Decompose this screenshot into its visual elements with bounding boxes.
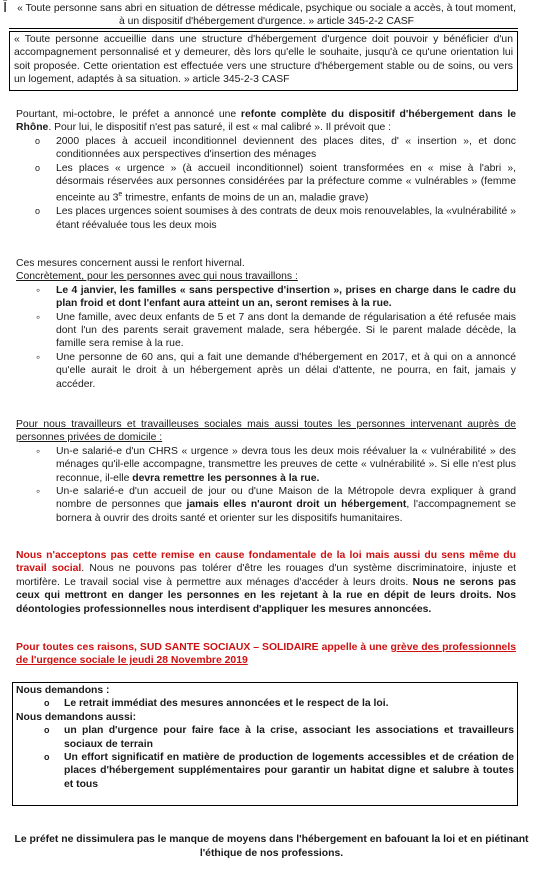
- demandes-heading-2: Nous demandons aussi:: [16, 711, 137, 723]
- list-item: ◦ Une personne de 60 ans, qui a fait une demande d'hébergement en 2017, et à qui on a annoncé qu'elle aurait le droit à un hébergement après un délai d'attente, ne pourra, en fait, jamais y accéder.: [16, 351, 516, 391]
- list-item: ◦ Une famille, avec deux enfants de 5 et 7 ans dont la demande de régularisation a été refusée mais dont l'un des parents serait gravement malade, sera hébergée. Si le parent malade décède, la famille sera remise à la rue.: [16, 311, 516, 351]
- intro-list: [16, 135, 516, 232]
- item1-text: Un-e salarié-e d'un CHRS « urgence » devra tous les deux mois réévaluer la « vulnérabilité » des ménages qu'il-elle accompagne, transmettre les preuves de cette « vulnérabilité ». Si elle n'est plus reconnue, il-elle: [56, 445, 516, 484]
- travailleurs-section: [16, 418, 516, 525]
- quote-box-345-2-3: [9, 31, 518, 91]
- list-item: [16, 485, 516, 525]
- item2-tail: , l'accompagnement se bornera à ouvrir des droits santé et orienter sur les dispositifs humanitaires.: [56, 499, 516, 524]
- conclusion-text: Le préfet ne dissimulera pas le manque de moyens dans l'hébergement en bafouant la loi et en piétinant l'éthique de nos professions.: [14, 834, 529, 859]
- list-item: o Les places urgences soient soumises à des contrats de deux mois renouvelables, la «vulnérabilité » étant réévaluée tous les deux mois: [16, 205, 516, 232]
- demandes-list-2: [16, 724, 514, 791]
- list-item: o Un effort significatif en matière de production de logements accessibles et de création de places d'hébergement supplémentaires pour garantir un habitat digne et salubre à toutes et tous: [16, 751, 514, 791]
- acceptons-red: Nous n'acceptons pas cette remise en cause fondamentale de la loi mais aussi du sens même du travail social: [16, 550, 516, 575]
- list-item: o Le retrait immédiat des mesures annoncées et le respect de la loi.: [16, 697, 514, 710]
- intro-bold: refonte complète du dispositif d'hébergement dans le Rhône: [16, 109, 517, 134]
- intro-section: [16, 108, 516, 232]
- acceptons-bold: Nous ne serons pas ceux qui mettront en danger les personnes en les rejetant à la rue en dépit de leurs droits. Nos déontologies professionnelles nous interdisent d'appliquer les mesures annoncées.: [16, 576, 516, 615]
- intro-suffix: . Pour lui, le dispositif n'est pas saturé, il est « mal calibré ». Il prévoit que :: [48, 122, 392, 134]
- travailleurs-heading: Pour nous travailleurs et travailleuses sociales mais aussi toutes les personnes intervenant auprès de personnes privées de domicile :: [16, 419, 516, 444]
- appel-greve-link: grève des professionnels de l'urgence sociale le jeudi 28 Novembre 2019: [16, 642, 517, 667]
- demandes-list-1: [16, 697, 514, 710]
- travailleurs-list: [16, 445, 516, 525]
- appel-prefix: Pour toutes ces raisons, SUD SANTE SOCIAUX – SOLIDAIRE appelle à une: [16, 642, 391, 653]
- concretement-list: [16, 284, 516, 391]
- intro-paragraph: [16, 108, 516, 135]
- list-item: o 2000 places à accueil inconditionnel deviennent des places dites, d' « insertion », et donc conditionnées aux perspectives d'insertion des ménages: [16, 135, 516, 162]
- text-cursor-icon: Ī: [3, 0, 8, 16]
- item2-bold: jamais elles n'auront droit un hébergement: [186, 499, 407, 511]
- acceptons-paragraph: [16, 549, 516, 616]
- demandes-heading-1: Nous demandons :: [16, 685, 110, 696]
- appel-paragraph: [16, 641, 516, 668]
- hiver-line: Ces mesures concernent aussi le renfort hivernal.: [16, 258, 245, 269]
- list-item: ◦ Le 4 janvier, les familles « sans perspective d'insertion », prises en charge dans le cadre du plan froid et dont l'enfant aura atteint un an, seront remises à la rue.: [16, 284, 516, 311]
- item1-bold: devra remettre les personnes à la rue.: [132, 472, 320, 484]
- acceptons-normal: . Nous ne pouvons pas tolérer d'être les rouages d'un système discriminatoire, injuste et mortifère. Le travail social vise à permettre aux ménages d'accéder à leurs droits.: [16, 563, 516, 588]
- demandes-box: [12, 682, 518, 806]
- list-item: [16, 445, 516, 485]
- quote-345-2-2-text: « Toute personne sans abri en situation de détresse médicale, psychique ou sociale a accès, à tout moment, à un dispositif d'hébergement d'urgence. » article 345-2-2 CASF: [17, 3, 516, 27]
- list-item: o un plan d'urgence pour faire face à la crise, associant les associations et travailleurs sociaux de terrain: [16, 724, 514, 751]
- intro-prefix: Pourtant, mi-octobre, le préfet a annoncé une: [16, 109, 241, 120]
- quote-box-345-2-2: [3, 0, 518, 29]
- quote-345-2-3-text: « Toute personne accueillie dans une structure d'hébergement d'urgence doit pouvoir y bénéficier d'un accompagnement personnalisé et y demeurer, dès lors qu'elle le souhaite, jusqu'à ce qu'une orientation lui soit proposée. Cette orientation est effectuée vers une structure d'hébergement stable ou de soins, ou vers un logement, adaptés à sa situation. » article 345-2-3 CASF: [14, 34, 513, 86]
- list-item: o Les places « urgence » (à accueil inconditionnel) soient transformées en « mise à l'abri », désormais réservées aux personnes considérées par la préfecture comme « vulnérables » (femme enceinte au 3e trimestre, enfants de moins de un an, maladie grave): [16, 162, 516, 206]
- concretement-section: [16, 257, 516, 391]
- item2-text: Un-e salarié-e d'un accueil de jour ou d'une Maison de la Métropole devra expliquer à grand nombre de personnes que: [56, 486, 516, 511]
- concretement-heading: Concrètement, pour les personnes avec qui nous travaillons :: [16, 271, 298, 283]
